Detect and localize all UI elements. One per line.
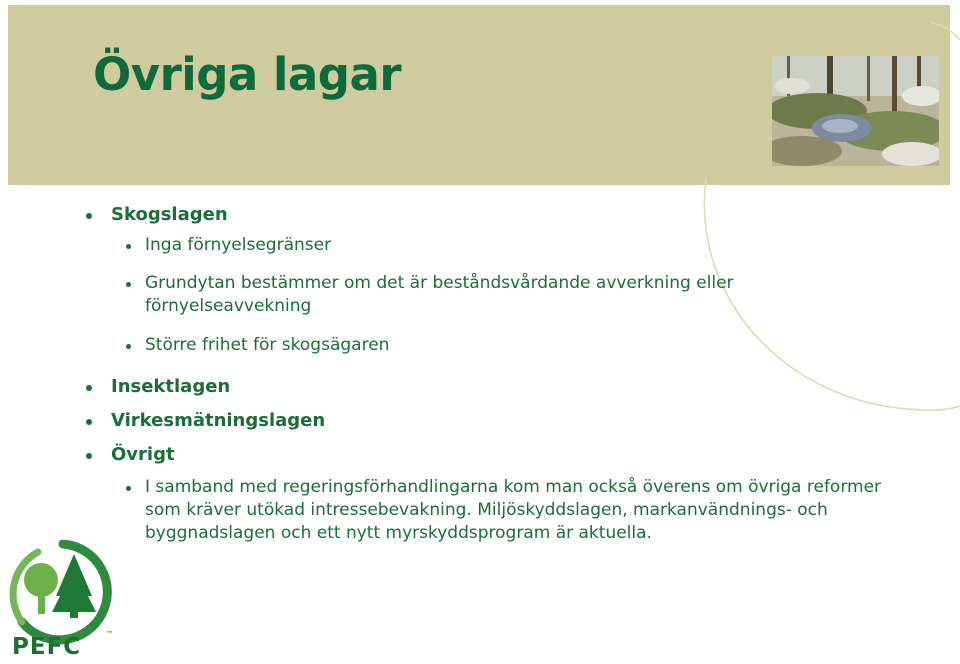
bullet-icon xyxy=(86,419,92,425)
trademark-mark: ™ xyxy=(106,630,113,638)
pefc-logo-text: PEFC xyxy=(12,634,82,660)
bullet-icon xyxy=(126,244,131,249)
slide-title: Övriga lagar xyxy=(93,48,402,101)
bullet-icon xyxy=(86,385,92,391)
sub-bullet: Inga förnyelsegränser xyxy=(126,234,886,257)
sub-bullet: Större frihet för skogsägaren xyxy=(126,334,886,357)
bullet-icon xyxy=(86,213,92,219)
forest-pond-photo xyxy=(772,56,939,166)
bullet-icon xyxy=(126,282,131,287)
sub-bullet: I samband med regeringsförhandlingarna kom man också överens om övriga reformer som kräver utökad intressebevakning. Miljöskyddslagen, markanvändnings- och byggnadslagen och ett nytt myrskyddsprogram är aktuella. xyxy=(126,476,886,545)
bullet-icon xyxy=(86,453,92,459)
pefc-logo xyxy=(8,540,120,660)
sub-bullet: Grundytan bestämmer om det är beståndsvårdande avverkning eller förnyelseavvekning xyxy=(126,272,886,318)
bullet-icon xyxy=(126,486,131,491)
bullet-icon xyxy=(126,344,131,349)
